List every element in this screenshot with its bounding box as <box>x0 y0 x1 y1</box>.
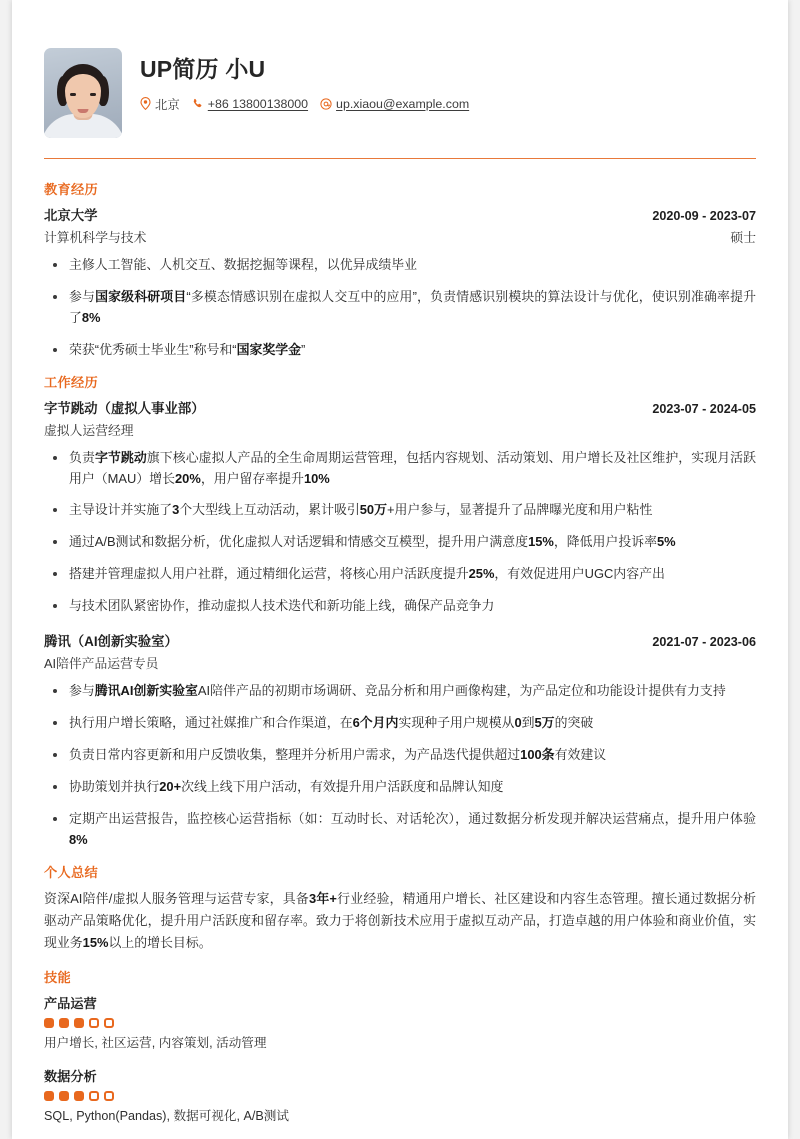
location-pin-icon <box>140 97 151 110</box>
bullet-item: 参与国家级科研项目“多模态情感识别在虚拟人交互中的应用”，负责情感识别模块的算法设计与优化，使识别准确率提升了8% <box>44 287 756 329</box>
work-entry-headline <box>44 398 756 417</box>
contact-location-text: 北京 <box>155 97 180 112</box>
education-entry-subline <box>44 227 756 246</box>
education-entry <box>44 205 756 361</box>
rating-dot-filled <box>74 1018 84 1028</box>
education-date: 2020-09 - 2023-07 <box>652 209 756 223</box>
section-title-work: 工作经历 <box>44 374 98 390</box>
skill-rating <box>44 1091 756 1101</box>
section-education <box>44 179 756 361</box>
section-title-skills: 技能 <box>44 969 71 985</box>
portrait-eye-right <box>90 93 96 96</box>
bullet-item: 负责字节跳动旗下核心虚拟人产品的全生命周期运营管理，包括内容规划、活动策划、用户增长及社区维护，实现月活跃用户（MAU）增长20%，用户留存率提升10% <box>44 448 756 490</box>
contact-phone-link[interactable]: +86 13800138000 <box>207 96 309 111</box>
rating-dot-filled <box>74 1091 84 1101</box>
work-entry <box>44 398 756 617</box>
major: 计算机科学与技术 <box>44 230 147 245</box>
school-name: 北京大学 <box>44 208 98 223</box>
bullet-item: 荣获“优秀硕士毕业生”称号和“国家奖学金” <box>44 340 756 361</box>
email-at-icon <box>320 98 332 110</box>
bullet-item: 通过A/B测试和数据分析，优化虚拟人对话逻辑和情感交互模型，提升用户满意度15%，降低用户投诉率5% <box>44 532 756 553</box>
work-bullets <box>44 448 756 617</box>
page-title: UP简历 小U <box>140 56 266 82</box>
rating-dot-empty <box>89 1091 99 1101</box>
section-title-summary: 个人总结 <box>44 864 98 880</box>
rating-dot-filled <box>59 1091 69 1101</box>
contact-list <box>140 95 756 113</box>
bullet-item: 主导设计并实施了3个大型线上互动活动，累计吸引50万+用户参与，显著提升了品牌曝光度和用户粘性 <box>44 500 756 521</box>
section-summary <box>44 862 756 955</box>
skill-keywords: SQL, Python(Pandas), 数据可视化, A/B测试 <box>44 1108 289 1123</box>
bullet-item: 搭建并管理虚拟人用户社群，通过精细化运营，将核心用户活跃度提升25%，有效促进用户UGC内容产出 <box>44 564 756 585</box>
bullet-item: 负责日常内容更新和用户反馈收集，整理并分析用户需求，为产品迭代提供超过100条有效建议 <box>44 745 756 766</box>
resume-header <box>44 48 756 154</box>
rating-dot-filled <box>44 1091 54 1101</box>
job-title: AI陪伴产品运营专员 <box>44 656 159 672</box>
rating-dot-empty <box>89 1018 99 1028</box>
work-entry-headline <box>44 631 756 650</box>
bullet-item: 协助策划并执行20+次线上线下用户活动，有效提升用户活跃度和品牌认知度 <box>44 777 756 798</box>
work-entry-subline <box>44 653 756 672</box>
degree: 硕士 <box>730 230 756 245</box>
skill-name: 数据分析 <box>44 1068 97 1084</box>
contact-location <box>140 95 180 113</box>
work-date: 2023-07 - 2024-05 <box>652 401 756 416</box>
section-work <box>44 372 756 851</box>
company-name: 腾讯（AI创新实验室） <box>44 634 178 650</box>
contact-email-link[interactable]: up.xiaou@example.com <box>336 96 470 111</box>
phone-icon <box>192 98 204 110</box>
work-entry-subline <box>44 420 756 439</box>
section-skills <box>44 967 756 1126</box>
rating-dot-empty <box>104 1018 114 1028</box>
bullet-item: 主修人工智能、人机交互、数据挖掘等课程，以优异成绩毕业 <box>44 255 756 276</box>
summary-paragraph: 资深AI陪伴/虚拟人服务管理与运营专家，具备3年+行业经验，精通用户增长、社区建设和内容生态管理。擅长通过数据分析驱动产品策略优化，提升用户活跃度和留存率。致力于将创新技术应用于虚拟互动产品，打造卓越的用户体验和商业价值，实现业务15%以上的增长目标。 <box>44 890 756 950</box>
rating-dot-filled <box>59 1018 69 1028</box>
bullet-item: 参与腾讯AI创新实验室AI陪伴产品的初期市场调研、竞品分析和用户画像构建，为产品定位和功能设计提供有力支持 <box>44 681 756 702</box>
education-entry-headline <box>44 205 756 224</box>
skill-rating <box>44 1018 756 1028</box>
skill-keywords: 用户增长, 社区运营, 内容策划, 活动管理 <box>44 1035 267 1050</box>
company-name: 字节跳动（虚拟人事业部） <box>44 400 205 416</box>
skill-name: 产品运营 <box>44 995 97 1011</box>
identity-block <box>140 48 756 113</box>
skill-item <box>44 1066 756 1126</box>
job-title: 虚拟人运营经理 <box>44 422 134 438</box>
rating-dot-filled <box>44 1018 54 1028</box>
portrait-photo <box>44 48 122 138</box>
bullet-item: 与技术团队紧密协作，推动虚拟人技术迭代和新功能上线，确保产品竞争力 <box>44 596 756 617</box>
contact-phone[interactable] <box>192 97 308 111</box>
skill-item <box>44 993 756 1053</box>
bullet-item: 定期产出运营报告，监控核心运营指标（如：互动时长、对话轮次），通过数据分析发现并解决运营痛点，提升用户体验8% <box>44 809 756 851</box>
bullet-item: 执行用户增长策略，通过社媒推广和合作渠道，在6个月内实现种子用户规模从0到5万的突破 <box>44 713 756 734</box>
resume-page <box>12 0 788 1139</box>
header-divider <box>44 158 756 159</box>
section-title-education: 教育经历 <box>44 182 98 197</box>
rating-dot-empty <box>104 1091 114 1101</box>
work-date: 2021-07 - 2023-06 <box>652 635 756 650</box>
education-bullets <box>44 255 756 361</box>
contact-email[interactable] <box>320 97 469 111</box>
portrait-eye-left <box>70 93 76 96</box>
work-entry <box>44 631 756 850</box>
work-bullets <box>44 681 756 850</box>
